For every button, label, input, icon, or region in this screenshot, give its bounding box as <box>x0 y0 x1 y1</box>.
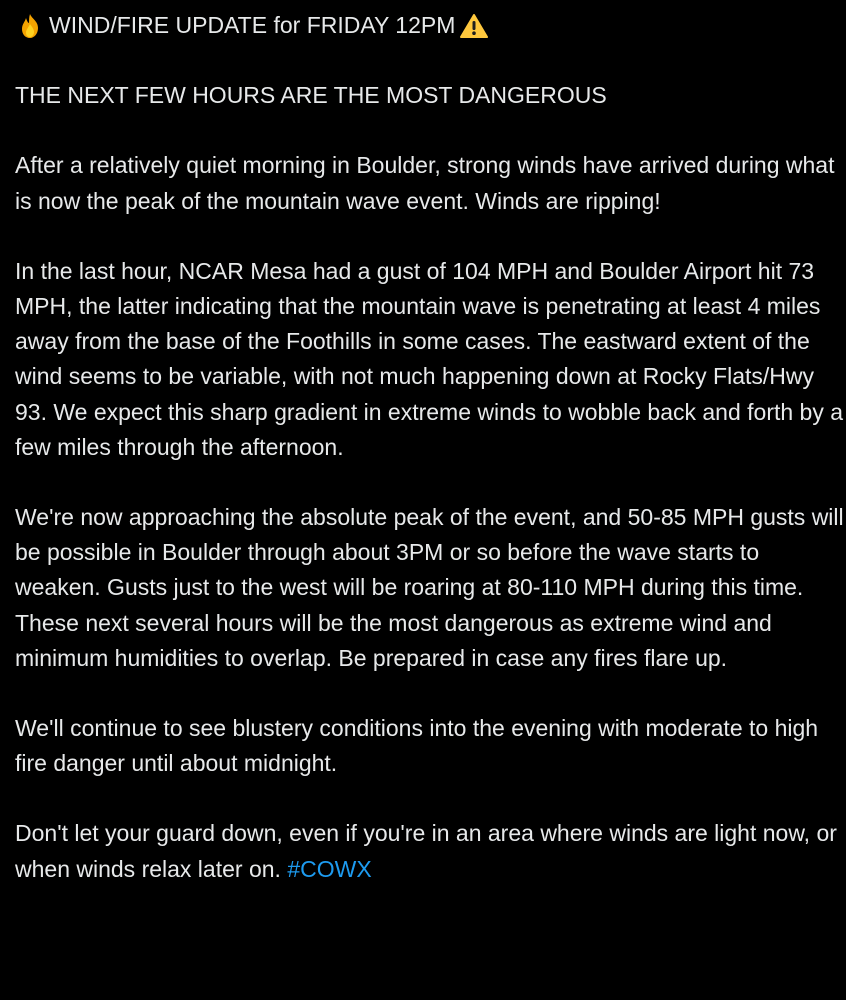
post-paragraph-1: After a relatively quiet morning in Boulder, strong winds have arrived during what is now the peak of the mountain wave event. Winds are ripping! <box>15 152 835 214</box>
warning-icon <box>459 11 489 41</box>
hashtag-link[interactable]: #COWX <box>287 855 372 882</box>
fire-icon <box>15 11 45 41</box>
post-header-text: WIND/FIRE UPDATE for FRIDAY 12PM <box>49 12 456 38</box>
post-paragraph-3: We're now approaching the absolute peak of the event, and 50-85 MPH gusts will be possible in Boulder through about 3PM or so before the wave starts to weaken. Gusts just to the west will be roaring at 80-110 MPH during this time. These next several hours will be the most dangerous as extreme wind and minimum humidities to overlap. Be prepared in case any fires flare up. <box>15 504 844 671</box>
post-headline <box>15 8 846 43</box>
post-paragraph-2: In the last hour, NCAR Mesa had a gust of 104 MPH and Boulder Airport hit 73 MPH, the latter indicating that the mountain wave is penetrating at least 4 miles away from the base of the Foothills in some cases. The eastward extent of the wind seems to be variable, with not much happening down at Rocky Flats/Hwy 93. We expect this sharp gradient in extreme winds to wobble back and forth by a few miles through the afternoon. <box>15 257 844 460</box>
post-subhead: THE NEXT FEW HOURS ARE THE MOST DANGEROUS <box>15 82 607 109</box>
post-final-text: Don't let your guard down, even if you're in an area where winds are light now, or when winds relax later on. <box>15 820 837 882</box>
post-paragraph-5 <box>15 816 846 886</box>
post-paragraph-4: We'll continue to see blustery conditions into the evening with moderate to high fire danger until about midnight. <box>15 715 819 777</box>
